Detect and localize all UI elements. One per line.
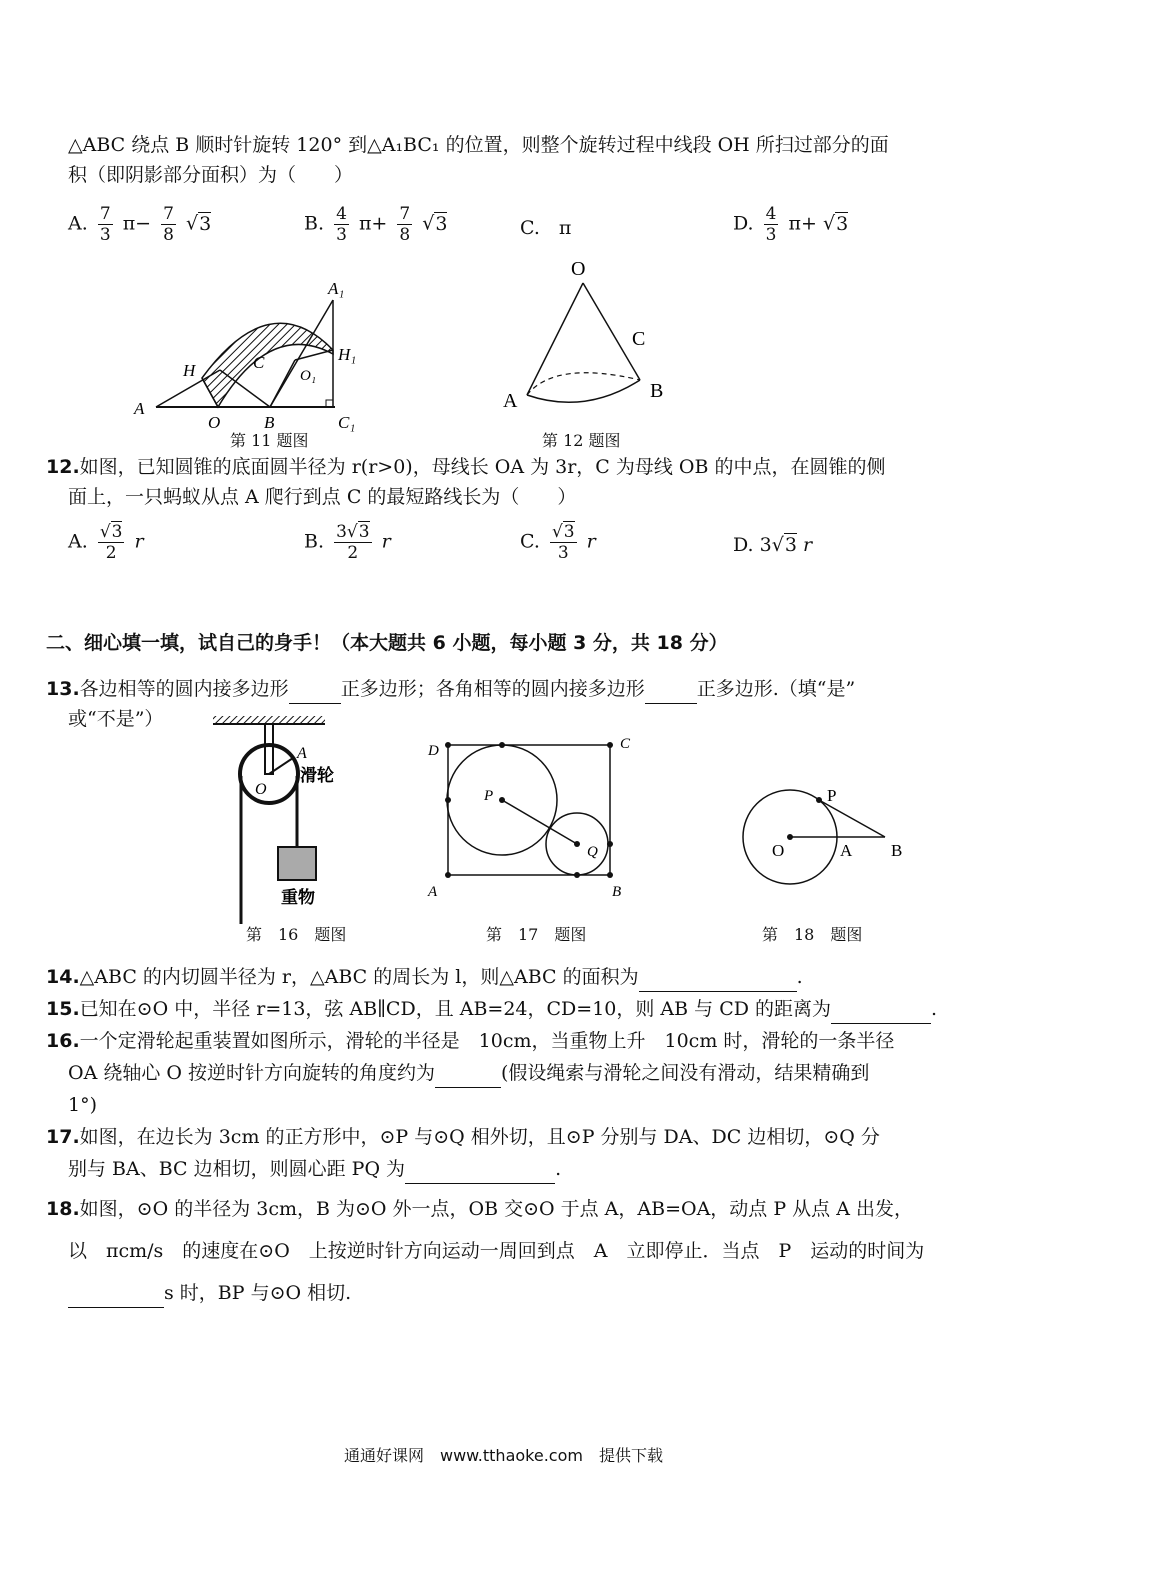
- q13-blank-1[interactable]: [289, 681, 341, 704]
- label-p: P: [827, 786, 837, 805]
- section-2-heading: 二、细心填一填，试自己的身手！（本大题共 6 小题，每小题 3 分，共 18 分）: [46, 632, 728, 654]
- fraction: [98, 204, 113, 245]
- q17-line1: [46, 1122, 880, 1152]
- figure-17: [420, 730, 640, 905]
- q12-line1-text: 如图，已知圆锥的底面圆半径为 r(r>0)，母线长 OA 为 3r，C 为母线 OB 的中点，在圆锥的侧: [79, 456, 886, 478]
- denominator: 3: [99, 225, 111, 245]
- fraction: [98, 522, 125, 563]
- numerator: 3√3: [336, 522, 370, 542]
- q17-line2-text: 别与 BA、BC 边相切，则圆心距 PQ 为: [68, 1158, 406, 1180]
- label-o: O: [571, 258, 586, 280]
- q14-answer-blank[interactable]: [639, 969, 797, 992]
- label-a: A: [840, 841, 853, 860]
- label-d: D: [428, 743, 439, 759]
- q18-number: 18.: [46, 1198, 80, 1220]
- q15-answer-blank[interactable]: [831, 1001, 931, 1024]
- denominator: 3: [765, 225, 777, 245]
- point-p: [499, 797, 505, 803]
- label-o: O: [772, 841, 785, 860]
- generatrix-oa: [527, 283, 583, 395]
- denominator: 8: [163, 225, 174, 245]
- q12-option-d-label: D. 3: [733, 534, 772, 556]
- q13-blank-2[interactable]: [645, 681, 697, 704]
- point-a: [445, 872, 451, 878]
- q12-number: 12.: [46, 456, 80, 478]
- sqrt-icon: √: [823, 212, 836, 235]
- label-c1: C₁: [338, 413, 356, 432]
- variable-r: r: [134, 530, 144, 553]
- figure-16-caption: 第 16 题图: [246, 925, 347, 944]
- q18-answer-blank[interactable]: [68, 1285, 164, 1308]
- q13-text-b: 正多边形；各角相等的圆内接多边形: [340, 678, 645, 700]
- q15-end: .: [931, 998, 938, 1020]
- label-a: A: [428, 884, 438, 900]
- figure-12: [495, 255, 685, 425]
- q16-line1: [46, 1026, 894, 1056]
- variable-r: r: [586, 530, 596, 553]
- segment-pb: [819, 800, 885, 837]
- figure-18-caption: 第 18 题图: [762, 925, 863, 944]
- q14-number: 14.: [46, 966, 80, 988]
- label-b: B: [264, 413, 275, 432]
- figure-11-caption: 第 11 题图: [230, 431, 309, 450]
- q12-option-c: [520, 522, 596, 563]
- q12-option-d: [733, 534, 812, 556]
- q11-option-b-label: B.: [304, 212, 325, 235]
- label-a: A: [503, 390, 518, 412]
- figure-17-caption: 第 17 题图: [486, 925, 587, 944]
- label-c: C: [253, 353, 265, 372]
- footer: 通通好课网 www.tthaoke.com 提供下载: [344, 1446, 663, 1465]
- q18-line1-text: 如图，⊙O 的半径为 3cm，B 为⊙O 外一点，OB 交⊙O 于点 A，AB=OA，动点 P 从点 A 出发，: [79, 1198, 913, 1220]
- q12-line2: 面上，一只蚂蚁从点 A 爬行到点 C 的最短路线长为（ ）: [68, 486, 577, 508]
- denominator: 3: [557, 543, 569, 563]
- label-o: O: [255, 781, 267, 798]
- label-q: Q: [587, 844, 598, 860]
- q11-option-b: [304, 204, 447, 245]
- q15-text: 已知在⊙O 中，半径 r=13，弦 AB∥CD，且 AB=24，CD=10，则 AB 与 CD 的距离为: [79, 998, 831, 1020]
- q15: [46, 994, 937, 1024]
- q17-answer-blank[interactable]: [405, 1161, 555, 1184]
- q16-line2-text-a: OA 绕轴心 O 按逆时针方向旋转的角度约为: [68, 1062, 435, 1084]
- square: [448, 745, 610, 875]
- q11-option-a-mid: π−: [122, 212, 152, 235]
- sqrt-icon: √: [186, 212, 199, 235]
- numerator: √3: [551, 522, 575, 542]
- tangent-point-right: [607, 841, 613, 847]
- right-angle-mark: [326, 400, 333, 407]
- numerator: √3: [99, 522, 123, 542]
- q11-option-b-mid: π+: [358, 212, 388, 235]
- fraction: [764, 204, 779, 245]
- numerator: 7: [399, 204, 411, 224]
- sqrt-icon: √: [771, 534, 784, 556]
- segment-pq: [502, 800, 577, 844]
- denominator: 2: [105, 543, 117, 563]
- q17-line1-text: 如图，在边长为 3cm 的正方形中，⊙P 与⊙Q 相外切，且⊙P 分别与 DA、DC 边相切，⊙Q 分: [79, 1126, 880, 1148]
- figure-11: [120, 270, 380, 450]
- coefficient: 3: [336, 522, 347, 542]
- q14: [46, 962, 803, 992]
- denominator: 3: [336, 225, 347, 245]
- q11-option-a-label: A.: [68, 212, 88, 235]
- q14-end: .: [796, 966, 803, 988]
- q18-line3-text: s 时，BP 与⊙O 相切.: [164, 1282, 352, 1304]
- figure-16: [205, 712, 365, 927]
- label-b: B: [612, 884, 622, 900]
- q16-line2: [68, 1058, 869, 1088]
- weight-block: [278, 847, 316, 880]
- fraction: [397, 204, 412, 245]
- numerator: 4: [336, 204, 347, 224]
- ceiling: [213, 716, 325, 724]
- tangent-point-top: [499, 742, 505, 748]
- label-a: A: [297, 745, 307, 762]
- q18-line3: [68, 1278, 351, 1308]
- radicand: 3: [358, 522, 370, 542]
- q12-option-c-label: C.: [520, 530, 540, 553]
- pulley-support: [265, 724, 273, 774]
- shaded-region: [202, 323, 333, 407]
- fraction: [550, 522, 577, 563]
- numerator: 4: [765, 204, 777, 224]
- radicand: 3: [784, 534, 797, 556]
- fraction: [334, 522, 372, 563]
- q12-option-a: [68, 522, 144, 563]
- q12-line1: [46, 452, 886, 482]
- q12-option-b-label: B.: [304, 530, 325, 553]
- label-weight: 重物: [281, 888, 315, 907]
- point-d: [445, 742, 451, 748]
- q14-text: △ABC 的内切圆半径为 r，△ABC 的周长为 l，则△ABC 的面积为: [79, 966, 639, 988]
- q18-line2: 以 πcm/s 的速度在⊙O 上按逆时针方向运动一周回到点 A 立即停止．当点 P 运动的时间为: [68, 1240, 925, 1262]
- radicand: 3: [199, 212, 212, 235]
- q11-option-c: C. π: [520, 217, 572, 239]
- variable-r: r: [802, 534, 813, 556]
- figure-18: [730, 785, 920, 890]
- q13-line1: [46, 674, 855, 704]
- q16-answer-blank[interactable]: [435, 1065, 501, 1088]
- q11-line1: △ABC 绕点 B 顺时针旋转 120° 到△A₁BC₁ 的位置，则整个旋转过程中线段 OH 所扫过部分的面: [68, 134, 889, 156]
- q16-line1-text: 一个定滑轮起重装置如图所示，滑轮的半径是 10cm，当重物上升 10cm 时，滑轮的一条半径: [79, 1030, 895, 1052]
- q16-number: 16.: [46, 1030, 80, 1052]
- point-b: [607, 872, 613, 878]
- sqrt-icon: √: [422, 212, 435, 235]
- tangent-point-bottom: [574, 872, 580, 878]
- denominator: 8: [399, 225, 411, 245]
- label-c: C: [620, 736, 631, 752]
- q13-text-c: 正多边形.（填“是”: [696, 678, 856, 700]
- point-o: [787, 834, 793, 840]
- q13-text-a: 各边相等的圆内接多边形: [79, 678, 289, 700]
- radicand: 3: [563, 522, 575, 542]
- q11-line2: 积（即阴影部分面积）为（ ）: [68, 164, 354, 186]
- q17-end: .: [555, 1158, 562, 1180]
- radicand: 3: [111, 522, 123, 542]
- side-ba1: [270, 300, 333, 407]
- q11-option-a: [68, 204, 211, 245]
- q12-option-b: [304, 522, 391, 563]
- radicand: 3: [836, 212, 849, 235]
- q11-option-d-label: D.: [733, 212, 754, 235]
- fraction: [334, 204, 349, 245]
- figure-12-caption: 第 12 题图: [542, 431, 621, 450]
- label-c: C: [632, 328, 646, 350]
- q11-option-d-mid: π+: [788, 212, 817, 235]
- numerator: 7: [163, 204, 174, 224]
- q12-option-a-label: A.: [68, 530, 88, 553]
- label-o1: O₁: [300, 368, 317, 384]
- base-front-arc: [527, 380, 640, 402]
- q17-line2: [68, 1154, 561, 1184]
- q16-line3: 1°): [68, 1094, 98, 1116]
- point-c: [607, 742, 613, 748]
- q16-line2-text-b: (假设绳索与滑轮之间没有滑动，结果精确到: [501, 1062, 870, 1084]
- fraction: [161, 204, 176, 245]
- q11-option-d: [733, 204, 848, 245]
- q13-number: 13.: [46, 678, 80, 700]
- label-p: P: [484, 788, 494, 804]
- label-o: O: [208, 413, 221, 432]
- q15-number: 15.: [46, 998, 80, 1020]
- label-h: H: [183, 361, 196, 380]
- label-a: A: [134, 399, 145, 418]
- denominator: 2: [347, 543, 359, 563]
- label-b: B: [650, 380, 664, 402]
- tangent-point-left: [445, 797, 451, 803]
- numerator: 7: [99, 204, 111, 224]
- q13-line2: 或“不是”）: [68, 708, 164, 730]
- q18-line1: [46, 1194, 913, 1224]
- base-back-arc: [527, 373, 640, 395]
- radicand: 3: [435, 212, 448, 235]
- point-q: [574, 841, 580, 847]
- label-b: B: [891, 841, 903, 860]
- variable-r: r: [381, 530, 391, 553]
- label-a1: A₁: [328, 279, 345, 298]
- q17-number: 17.: [46, 1126, 80, 1148]
- label-h1: H₁: [338, 345, 357, 364]
- point-p: [816, 797, 822, 803]
- label-pulley: 滑轮: [300, 766, 334, 785]
